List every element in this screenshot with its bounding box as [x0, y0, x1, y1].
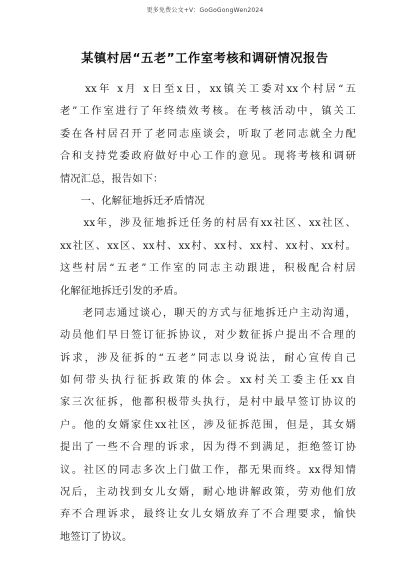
paragraph-line: 况后，主动找到女儿女婿，耐心地讲解政策，劳劝他们放	[60, 487, 356, 499]
paragraph-line: 议。社区的同志多次上门做工作，都无果而终。xx得知情	[60, 464, 356, 476]
paragraph-line: 老”工作室进行了年终绩效考核。在考核活动中，镇关工	[60, 106, 356, 118]
paragraph-line: 合和支持党委政府做好中心工作的意见。现将考核和调研	[60, 151, 356, 163]
document-body	[60, 79, 356, 549]
paragraph-line: xx年，涉及征地拆迁任务的村居有xx社区、xx社区、	[60, 218, 356, 230]
paragraph-line: 家三次征拆，他都积极带头执行，是村中最早签订协议的	[60, 397, 356, 409]
section-heading: 一、化解征地拆迁矛盾情况	[60, 195, 205, 207]
header-watermark: 更多免费公文+V：GoGoGongWen2024	[146, 7, 264, 14]
paragraph-line: 情况汇总，报告如下：	[60, 173, 164, 185]
paragraph-line: 这些村居“五老”工作室的同志主动跟进，积极配合村居	[60, 263, 356, 275]
paragraph-line: 如何带头执行征拆政策的体会。xx村关工委主任xx自	[60, 375, 356, 387]
paragraph-line: 户。他的女婿家住xx社区，涉及征拆范围，但是，其女婿	[60, 419, 356, 431]
paragraph-line: 化解征地拆迁引发的矛盾。	[60, 285, 185, 297]
paragraph-line: 动员他们早日签订征拆协议，对少数征拆户提出不合理的	[60, 330, 356, 342]
paragraph-line: 弃不合理诉求，最终让女儿女婿放弃了不合理要求，愉快	[60, 509, 356, 521]
paragraph-line: 地签订了协议。	[60, 531, 133, 543]
paragraph-line: 老同志通过谈心，聊天的方式与征地拆迁户主动沟通，	[60, 307, 356, 319]
paragraph-line: 委在各村居召开了老同志座谈会，听取了老同志就全力配	[60, 128, 356, 140]
paragraph-line: 诉求，涉及征拆的“五老”同志以身说法，耐心宣传自己	[60, 352, 356, 364]
paragraph-line: xx社区、xx区、xx村、xx村、xx村、xx村、xx村、xx村。	[60, 240, 356, 252]
paragraph-line: xx年 x月 x日至x日，xx镇关工委对xx个村居“五	[60, 84, 356, 95]
paragraph-line: 提出了一些不合理的诉求，因为得不到满足，拒绝签订协	[60, 442, 356, 454]
document-title: 某镇村居“五老”工作室考核和调研情况报告	[81, 51, 329, 65]
